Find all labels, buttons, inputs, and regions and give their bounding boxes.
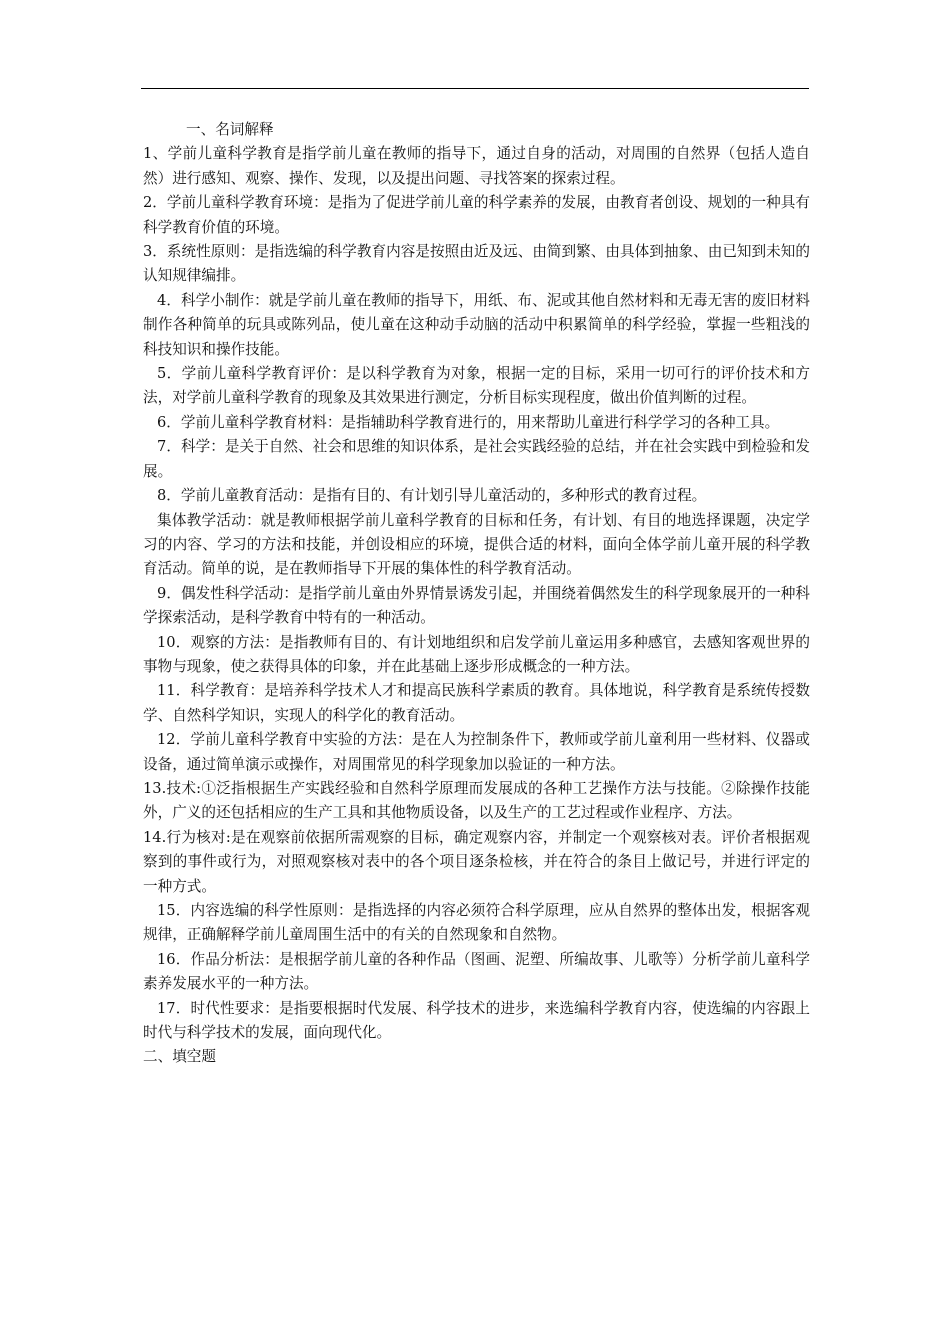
entry-16: 16．作品分析法：是根据学前儿童的各种作品（图画、泥塑、所编故事、儿歌等）分析学前儿童科学素养发展水平的一种方法。	[143, 950, 810, 993]
entry-3: 3．系统性原则：是指选编的科学教育内容是按照由近及远、由简到繁、由具体到抽象、由已知到未知的认知规律编排。	[143, 243, 810, 285]
section-title-fill-in: 二、填空题	[143, 1048, 216, 1066]
entry-17: 17．时代性要求：是指要根据时代发展、科学技术的进步，来选编科学教育内容，使选编的内容跟上时代与科学技术的发展，面向现代化。	[143, 999, 810, 1042]
entry-6: 6．学前儿童科学教育材料：是指辅助科学教育进行的，用来帮助儿童进行科学学习的各种工具。	[157, 413, 780, 431]
entry-10: 10．观察的方法：是指教师有目的、有计划地组织和启发学前儿童运用多种感官，去感知客观世界的事物与现象，使之获得具体的印象，并在此基础上逐步形成概念的一种方法。	[143, 633, 810, 675]
entry-4: 4．科学小制作：就是学前儿童在教师的指导下，用纸、布、泥或其他自然材料和无毒无害的废旧材料制作各种简单的玩具或陈列品，使儿童在这种动手动脑的活动中积累简单的科学经验，掌握一些粗浅的科技知识和操作技能。	[143, 291, 810, 358]
entry-collective-teaching: 集体教学活动：就是教师根据学前儿童科学教育的目标和任务，有计划、有目的地选择课题，决定学习的内容、学习的方法和技能，并创设相应的环境，提供合适的材料，面向全体学前儿童开展的科学教育活动。简单的说，是在教师指导下开展的集体性的科学教育活动。	[143, 511, 810, 578]
entry-11: 11．科学教育：是培养科学技术人才和提高民族科学素质的教育。具体地说，科学教育是系统传授数学、自然科学知识，实现人的科学化的教育活动。	[143, 682, 810, 724]
section-title-glossary: 一、名词解释	[186, 121, 274, 138]
entry-13: 13.技术:①泛指根据生产实践经验和自然科学原理而发展成的各种工艺操作方法与技能。②除操作技能外，广义的还包括相应的生产工具和其他物质设备，以及生产的工艺过程或作业程序、方法。	[143, 779, 810, 822]
entry-5: 5．学前儿童科学教育评价：是以科学教育为对象，根据一定的目标，采用一切可行的评价技术和方法，对学前儿童科学教育的现象及其效果进行测定，分析目标实现程度，做出价值判断的过程。	[143, 365, 810, 407]
entry-9: 9．偶发性科学活动：是指学前儿童由外界情景诱发引起，并围绕着偶然发生的科学现象展开的一种科学探索活动，是科学教育中特有的一种活动。	[143, 584, 810, 627]
entry-14: 14.行为核对:是在观察前依据所需观察的目标，确定观察内容，并制定一个观察核对表。评价者根据观察到的事件或行为，对照观察核对表中的各个项目逐条检核，并在符合的条目上做记号，并进行评定的一种方式。	[143, 828, 810, 895]
entry-12: 12．学前儿童科学教育中实验的方法：是在人为控制条件下，教师或学前儿童利用一些材料、仪器或设备，通过简单演示或操作，对周围常见的科学现象加以验证的一种方法。	[143, 731, 810, 773]
document-body	[143, 118, 810, 1070]
entry-2: 2．学前儿童科学教育环境：是指为了促进学前儿童的科学素养的发展，由教育者创设、规划的一种具有科学教育价值的环境。	[143, 194, 810, 236]
entry-8: 8．学前儿童教育活动：是指有目的、有计划引导儿童活动的，多种形式的教育过程。	[157, 487, 707, 505]
entry-7: 7．科学：是关于自然、社会和思维的知识体系，是社会实践经验的总结，并在社会实践中到检验和发展。	[143, 438, 810, 480]
header-rule	[141, 88, 809, 89]
entry-15: 15．内容选编的科学性原则：是指选择的内容必须符合科学原理，应从自然界的整体出发，根据客观规律，正确解释学前儿童周围生活中的有关的自然现象和自然物。	[143, 902, 810, 944]
entry-1: 1、学前儿童科学教育是指学前儿童在教师的指导下，通过自身的活动，对周围的自然界（包括人造自然）进行感知、观察、操作、发现，以及提出问题、寻找答案的探索过程。	[143, 145, 810, 187]
